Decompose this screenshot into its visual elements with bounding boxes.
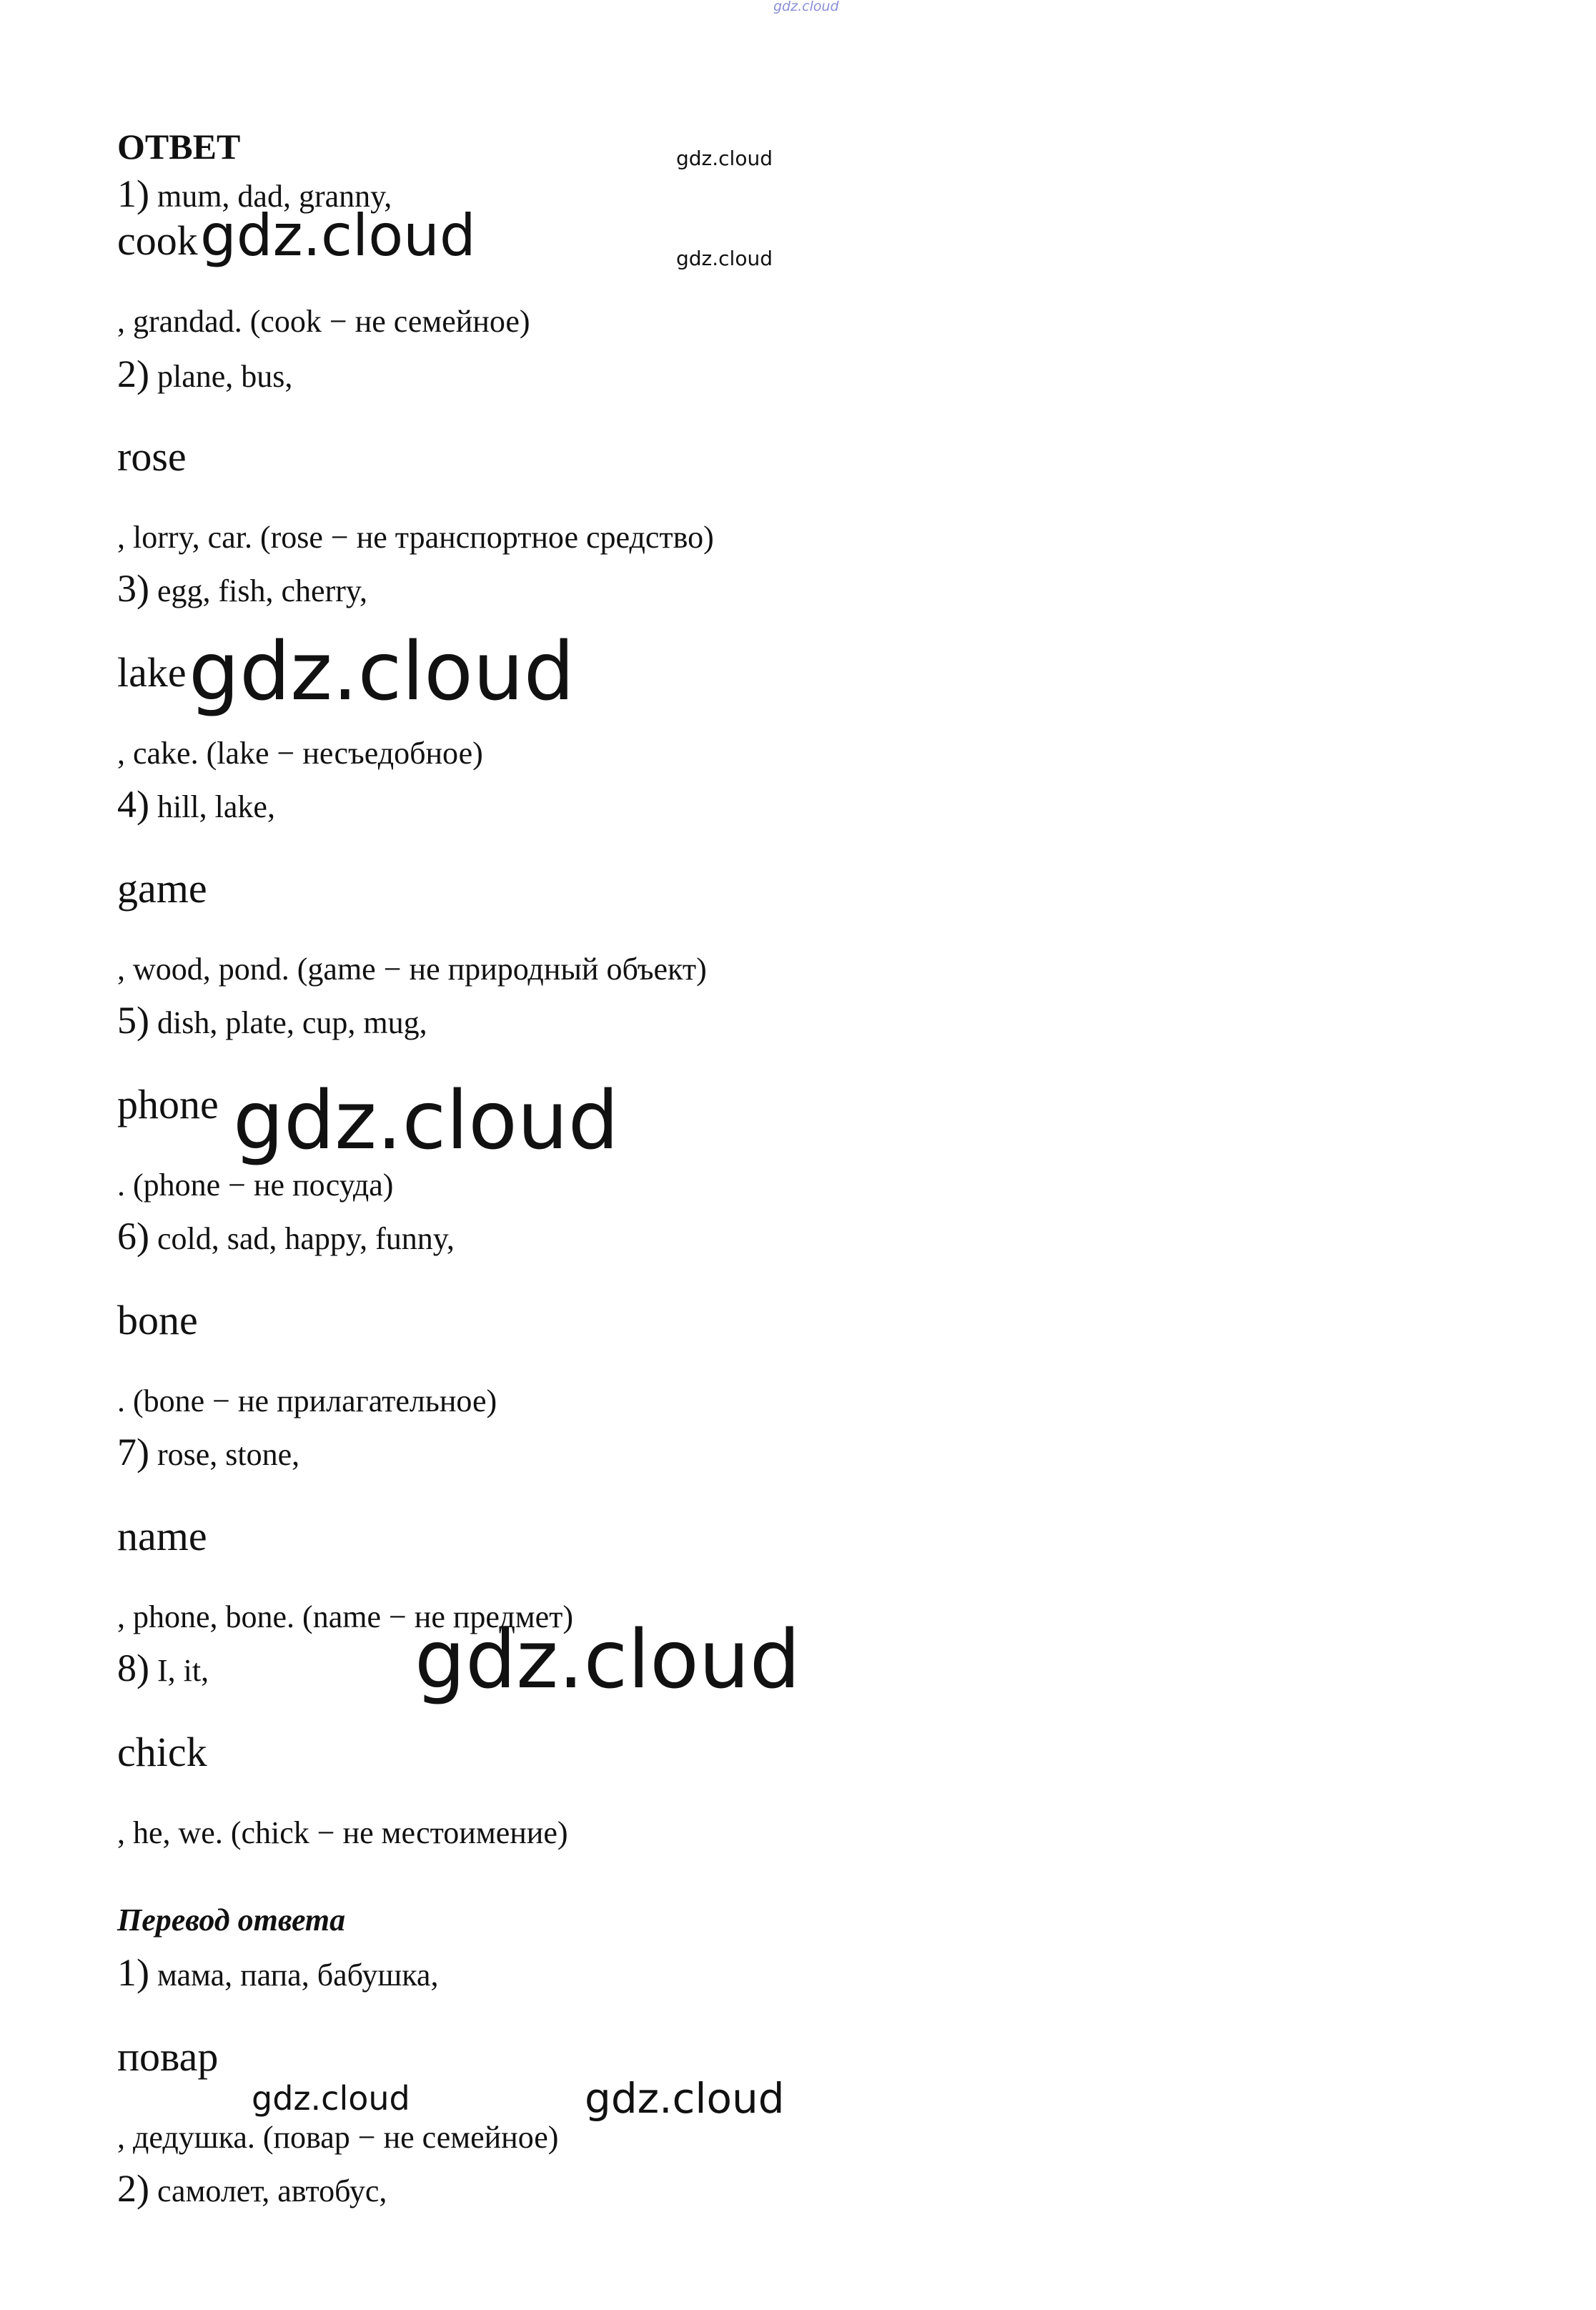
answer-item-5-line [117, 1001, 427, 1040]
answer-heading: ОТВЕТ [117, 127, 241, 167]
answer-item-7-odd: name [117, 1513, 207, 1559]
answer-item-8-explanation: , he, we. (chick − не местоимение) [117, 1815, 568, 1850]
item-number: 8) [117, 1647, 149, 1689]
answer-item-4-explanation: , wood, pond. (game − не природный объект) [117, 952, 707, 987]
item-number: 2) [117, 2167, 149, 2210]
answer-item-3-explanation: , cake. (lake − несъедобное) [117, 736, 483, 771]
answer-item-2-odd: rose [117, 433, 187, 480]
translation-item-1-line [117, 1953, 438, 1992]
translation-heading: Перевод ответа [117, 1902, 346, 1938]
watermark: gdz.cloud [233, 1075, 619, 1168]
item-number: 2) [117, 352, 149, 395]
item-number: 5) [117, 999, 149, 1042]
watermark: gdz.cloud [676, 247, 773, 270]
answer-item-2-line [117, 352, 293, 395]
answer-item-3-odd: lake [117, 649, 187, 696]
answer-item-8-line [117, 1649, 209, 1687]
answer-item-4-line [117, 785, 275, 824]
answer-item-4-odd: game [117, 865, 207, 912]
answer-item-8-odd: chick [117, 1729, 207, 1775]
answer-item-6-explanation: . (bone − не прилагательное) [117, 1383, 497, 1418]
item-words: I, it, [157, 1653, 209, 1688]
watermark: gdz.cloud [415, 1614, 801, 1707]
item-words: mum, dad, granny, [157, 179, 392, 214]
item-number: 7) [117, 1431, 149, 1474]
item-number: 3) [117, 567, 149, 610]
item-words: plane, bus, [157, 359, 293, 394]
answer-item-7-line [117, 1431, 300, 1474]
watermark: gdz.cloud [676, 147, 773, 170]
item-words: cold, sad, happy, funny, [157, 1221, 455, 1256]
watermark: gdz.cloud [252, 2079, 410, 2118]
answer-item-6-odd: bone [117, 1297, 198, 1343]
item-words: egg, fish, cherry, [157, 573, 368, 608]
watermark-top: gdz.cloud [773, 0, 839, 14]
watermark: gdz.cloud [585, 2074, 785, 2123]
item-words: самолет, автобус, [157, 2173, 387, 2208]
item-number: 1) [117, 172, 149, 215]
item-words: мама, папа, бабушка, [157, 1958, 439, 1993]
answer-item-1-odd: cook [117, 217, 198, 264]
item-words: rose, stone, [157, 1437, 300, 1472]
answer-item-1-explanation: , grandad. (cook − не семейное) [117, 304, 530, 339]
item-number: 1) [117, 1951, 149, 1994]
watermark: gdz.cloud [189, 626, 575, 719]
item-words: dish, plate, cup, mug, [157, 1005, 427, 1040]
answer-item-7-explanation: , phone, bone. (name − не предмет) [117, 1599, 574, 1634]
item-number: 6) [117, 1215, 149, 1258]
answer-item-3-line [117, 569, 367, 608]
translation-item-2-line [117, 2169, 387, 2208]
answer-item-5-explanation: . (phone − не посуда) [117, 1168, 394, 1203]
answer-item-5-odd: phone [117, 1081, 219, 1127]
translation-item-1-explanation: , дедушка. (повар − не семейное) [117, 2120, 559, 2155]
answer-item-6-line [117, 1215, 455, 1258]
item-words: hill, lake, [157, 789, 275, 824]
translation-item-1-odd: повар [117, 2033, 219, 2080]
answer-item-2-explanation: , lorry, car. (rose − не транспортное средство) [117, 520, 714, 555]
item-number: 4) [117, 783, 149, 826]
watermark: gdz.cloud [200, 202, 476, 269]
